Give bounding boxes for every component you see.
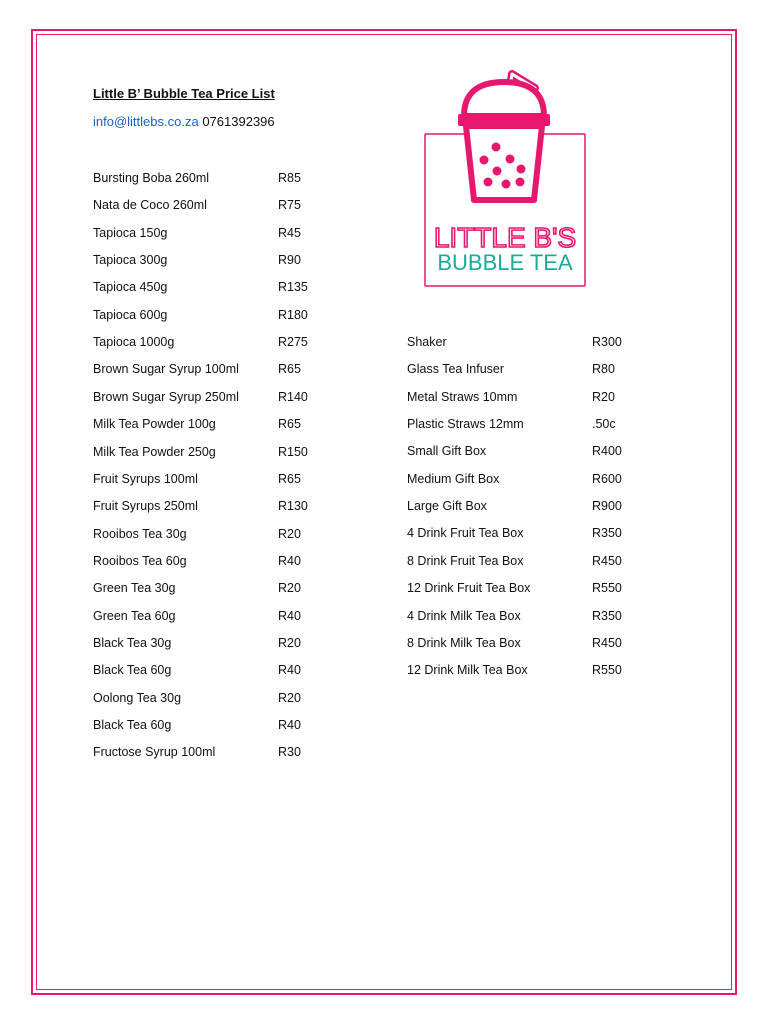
item-price: R135 bbox=[278, 280, 308, 295]
item-price: R40 bbox=[278, 718, 301, 732]
item-price: R450 bbox=[592, 635, 622, 650]
item-price: R140 bbox=[278, 389, 308, 404]
item-name: Tapioca 300g bbox=[93, 253, 168, 268]
item-price: R150 bbox=[278, 444, 308, 459]
item-name: Rooibos Tea 30g bbox=[93, 526, 187, 541]
item-name: Milk Tea Powder 100g bbox=[93, 417, 216, 432]
logo-text-line2: BUBBLE TEA bbox=[437, 250, 573, 275]
item-name: Oolong Tea 30g bbox=[93, 690, 182, 705]
item-price: R90 bbox=[278, 253, 301, 268]
item-name: Glass Tea Infuser bbox=[407, 362, 505, 377]
item-price: R20 bbox=[592, 389, 615, 404]
item-name: Green Tea 60g bbox=[93, 608, 176, 623]
item-price: R40 bbox=[278, 608, 301, 623]
item-name: Black Tea 30g bbox=[93, 635, 172, 650]
item-name: Large Gift Box bbox=[407, 499, 487, 514]
item-name: 4 Drink Fruit Tea Box bbox=[407, 526, 524, 541]
item-name: 8 Drink Fruit Tea Box bbox=[407, 553, 524, 568]
item-price: R600 bbox=[592, 471, 622, 486]
item-name: Black Tea 60g bbox=[93, 663, 172, 678]
item-price: R20 bbox=[278, 526, 301, 541]
item-name: 12 Drink Milk Tea Box bbox=[407, 663, 528, 678]
item-name: Tapioca 450g bbox=[93, 280, 168, 295]
item-name: Small Gift Box bbox=[407, 444, 487, 459]
page-title: Little B’ Bubble Tea Price List bbox=[93, 86, 275, 101]
little-bs-logo bbox=[424, 62, 586, 288]
item-price: .50c bbox=[592, 417, 616, 432]
email-link[interactable]: info@littlebs.co.za bbox=[93, 114, 199, 129]
item-name: Shaker bbox=[407, 335, 447, 349]
item-name: Brown Sugar Syrup 250ml bbox=[93, 389, 239, 404]
item-name: Black Tea 60g bbox=[93, 718, 172, 732]
item-price: R20 bbox=[278, 581, 301, 596]
item-price: R65 bbox=[278, 362, 301, 377]
item-name: Medium Gift Box bbox=[407, 471, 500, 486]
logo-text-line1: LITTLE B'S bbox=[433, 222, 577, 253]
item-price: R75 bbox=[278, 198, 301, 213]
phone-number: 0761392396 bbox=[202, 114, 275, 129]
item-price: R85 bbox=[278, 171, 301, 185]
item-price: R550 bbox=[592, 581, 622, 596]
item-price: R40 bbox=[278, 663, 301, 678]
item-name: Metal Straws 10mm bbox=[407, 389, 518, 404]
item-price: R20 bbox=[278, 690, 301, 705]
item-name: Rooibos Tea 60g bbox=[93, 553, 187, 568]
item-name: 8 Drink Milk Tea Box bbox=[407, 635, 521, 650]
item-name: Tapioca 600g bbox=[93, 307, 168, 322]
item-name: Plastic Straws 12mm bbox=[407, 417, 524, 432]
item-name: Tapioca 150g bbox=[93, 225, 168, 240]
item-price: R20 bbox=[278, 635, 301, 650]
item-price: R180 bbox=[278, 307, 308, 322]
item-price: R350 bbox=[592, 526, 622, 541]
item-price: R550 bbox=[592, 663, 622, 678]
item-price: R30 bbox=[278, 745, 301, 760]
contact-line bbox=[93, 114, 275, 129]
item-name: Green Tea 30g bbox=[93, 581, 176, 596]
item-name: Milk Tea Powder 250g bbox=[93, 444, 216, 459]
item-name: Nata de Coco 260ml bbox=[93, 198, 207, 213]
item-price: R450 bbox=[592, 553, 622, 568]
item-name: 12 Drink Fruit Tea Box bbox=[407, 581, 531, 596]
item-name: Fruit Syrups 250ml bbox=[93, 499, 198, 514]
item-price: R45 bbox=[278, 225, 301, 240]
item-price: R65 bbox=[278, 471, 301, 486]
item-price: R130 bbox=[278, 499, 308, 514]
item-name: Bursting Boba 260ml bbox=[93, 171, 210, 185]
item-name: 4 Drink Milk Tea Box bbox=[407, 608, 521, 623]
item-name: Brown Sugar Syrup 100ml bbox=[93, 362, 239, 377]
item-price: R80 bbox=[592, 362, 615, 377]
item-price: R40 bbox=[278, 553, 301, 568]
item-name: Fruit Syrups 100ml bbox=[93, 471, 198, 486]
item-price: R300 bbox=[592, 335, 622, 349]
item-price: R400 bbox=[592, 444, 622, 459]
item-name: Tapioca 1000g bbox=[93, 335, 175, 350]
item-price: R65 bbox=[278, 417, 301, 432]
item-price: R275 bbox=[278, 335, 308, 350]
item-price: R350 bbox=[592, 608, 622, 623]
item-price: R900 bbox=[592, 499, 622, 514]
item-name: Fructose Syrup 100ml bbox=[93, 745, 216, 760]
